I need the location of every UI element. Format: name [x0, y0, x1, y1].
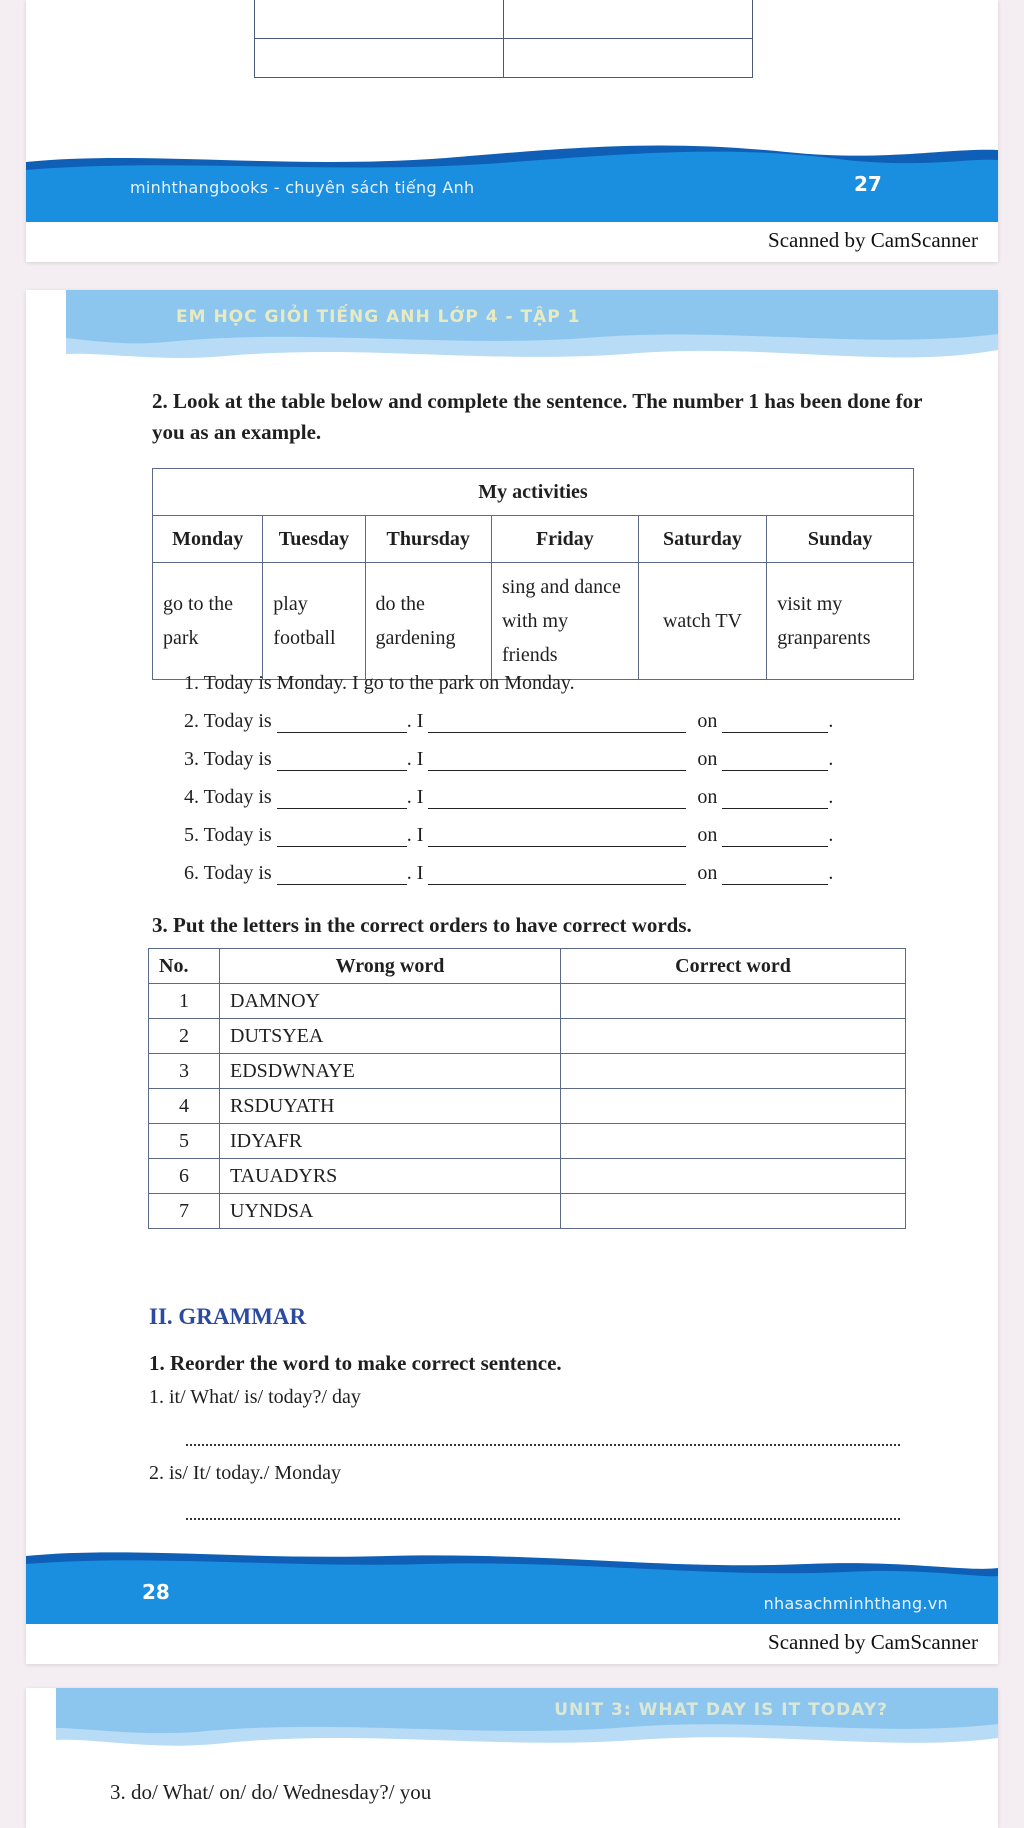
table-caption: My activities	[153, 469, 914, 516]
day-blank[interactable]	[277, 808, 407, 809]
table-cell	[255, 39, 504, 78]
correct-word-blank[interactable]	[561, 1089, 906, 1124]
line-prefix: 6. Today is	[184, 862, 272, 884]
correct-word-blank[interactable]	[561, 1194, 906, 1229]
fill-line: 6. Today is . I on .	[184, 862, 834, 884]
activity-blank[interactable]	[428, 808, 686, 809]
day-blank[interactable]	[277, 884, 407, 885]
wrong-word: IDYAFR	[220, 1124, 561, 1159]
correct-word-blank[interactable]	[561, 984, 906, 1019]
table-row	[149, 1089, 906, 1124]
wrong-word: DUTSYEA	[220, 1019, 561, 1054]
row-number: 5	[149, 1124, 220, 1159]
scanner-watermark: Scanned by CamScanner	[768, 1630, 978, 1654]
line-i: . I	[406, 786, 424, 808]
row-number: 1	[149, 984, 220, 1019]
unit-header: UNIT 3: WHAT DAY IS IT TODAY?	[554, 1700, 888, 1720]
activity-blank[interactable]	[428, 884, 686, 885]
day-header: Monday	[153, 516, 263, 563]
line-i: . I	[406, 824, 424, 846]
activity-cell: go to the park	[153, 563, 263, 680]
table-row	[149, 1019, 906, 1054]
column-header: No.	[149, 949, 220, 984]
line-on: on	[697, 824, 718, 846]
table-row	[149, 1054, 906, 1089]
line-i: . I	[406, 710, 424, 732]
day-blank[interactable]	[722, 770, 828, 771]
previous-table-fragment	[254, 0, 753, 78]
page-number: 27	[854, 172, 882, 196]
day-blank[interactable]	[722, 732, 828, 733]
activity-blank[interactable]	[428, 846, 686, 847]
wrong-word: TAUADYRS	[220, 1159, 561, 1194]
activity-cell: visit my granparents	[767, 563, 914, 680]
scanner-watermark: Scanned by CamScanner	[768, 228, 978, 252]
activity-cell: play football	[263, 563, 365, 680]
wrong-word: EDSDWNAYE	[220, 1054, 561, 1089]
exercise-3-title: 3. Put the letters in the correct orders to have correct words.	[152, 913, 692, 937]
table-row	[149, 984, 906, 1019]
line-on: on	[697, 748, 718, 770]
row-number: 7	[149, 1194, 220, 1229]
day-header: Thursday	[365, 516, 491, 563]
page-28	[26, 290, 998, 1664]
activity-blank[interactable]	[428, 732, 686, 733]
activity-cell: sing and dance with my friends	[491, 563, 638, 680]
correct-word-blank[interactable]	[561, 1019, 906, 1054]
page-27-fragment	[26, 0, 998, 262]
answer-line[interactable]	[186, 1518, 900, 1520]
page-29-fragment	[26, 1688, 998, 1828]
line-prefix: 4. Today is	[184, 786, 272, 808]
column-header: Correct word	[561, 949, 906, 984]
grammar-task: 1. Reorder the word to make correct sentence.	[149, 1351, 562, 1375]
table-cell	[255, 0, 504, 39]
words-table	[148, 948, 906, 1229]
exercise-2-title: 2. Look at the table below and complete the sentence. The number 1 has been done for you as an example.	[152, 389, 923, 444]
header-wave-band	[66, 290, 998, 372]
fill-line: 3. Today is . I on .	[184, 748, 834, 770]
header-wave-band	[56, 1688, 998, 1758]
grammar-item: 1. it/ What/ is/ today?/ day	[149, 1386, 361, 1408]
day-header: Sunday	[767, 516, 914, 563]
correct-word-blank[interactable]	[561, 1124, 906, 1159]
grammar-item: 2. is/ It/ today./ Monday	[149, 1462, 342, 1484]
correct-word-blank[interactable]	[561, 1054, 906, 1089]
table-row	[149, 1194, 906, 1229]
line-prefix: 5. Today is	[184, 824, 272, 846]
line-prefix: 2. Today is	[184, 710, 272, 732]
line-prefix: 3. Today is	[184, 748, 272, 770]
fill-line: 4. Today is . I on .	[184, 786, 834, 808]
day-header: Tuesday	[263, 516, 365, 563]
row-number: 6	[149, 1159, 220, 1194]
correct-word-blank[interactable]	[561, 1159, 906, 1194]
day-header: Friday	[491, 516, 638, 563]
day-blank[interactable]	[722, 846, 828, 847]
row-number: 2	[149, 1019, 220, 1054]
day-blank[interactable]	[277, 846, 407, 847]
line-on: on	[697, 710, 718, 732]
day-blank[interactable]	[722, 884, 828, 885]
fill-line: 5. Today is . I on .	[184, 824, 834, 846]
table-row	[149, 1124, 906, 1159]
column-header: Wrong word	[220, 949, 561, 984]
table-cell	[504, 0, 753, 39]
example-sentence: 1. Today is Monday. I go to the park on Monday.	[184, 672, 575, 694]
line-on: on	[697, 862, 718, 884]
wrong-word: UYNDSA	[220, 1194, 561, 1229]
publisher-footer: minhthangbooks - chuyên sách tiếng Anh	[130, 178, 475, 197]
table-row	[149, 1159, 906, 1194]
table-cell	[504, 39, 753, 78]
day-blank[interactable]	[277, 770, 407, 771]
wrong-word: DAMNOY	[220, 984, 561, 1019]
line-on: on	[697, 786, 718, 808]
line-i: . I	[406, 862, 424, 884]
book-header: EM HỌC GIỎI TIẾNG ANH LỚP 4 - TẬP 1	[176, 307, 581, 327]
row-number: 3	[149, 1054, 220, 1089]
grammar-item: 3. do/ What/ on/ do/ Wednesday?/ you	[110, 1780, 432, 1804]
publisher-website: nhasachminhthang.vn	[763, 1594, 948, 1613]
day-blank[interactable]	[277, 732, 407, 733]
line-i: . I	[406, 748, 424, 770]
activity-cell: do the gardening	[365, 563, 491, 680]
row-number: 4	[149, 1089, 220, 1124]
activity-blank[interactable]	[428, 770, 686, 771]
activities-table	[152, 468, 914, 680]
answer-line[interactable]	[186, 1444, 900, 1446]
page-number: 28	[142, 1580, 170, 1604]
wrong-word: RSDUYATH	[220, 1089, 561, 1124]
activity-cell: watch TV	[638, 563, 767, 680]
fill-line: 2. Today is . I on .	[184, 710, 834, 732]
grammar-heading: II. GRAMMAR	[149, 1304, 307, 1329]
day-header: Saturday	[638, 516, 767, 563]
day-blank[interactable]	[722, 808, 828, 809]
